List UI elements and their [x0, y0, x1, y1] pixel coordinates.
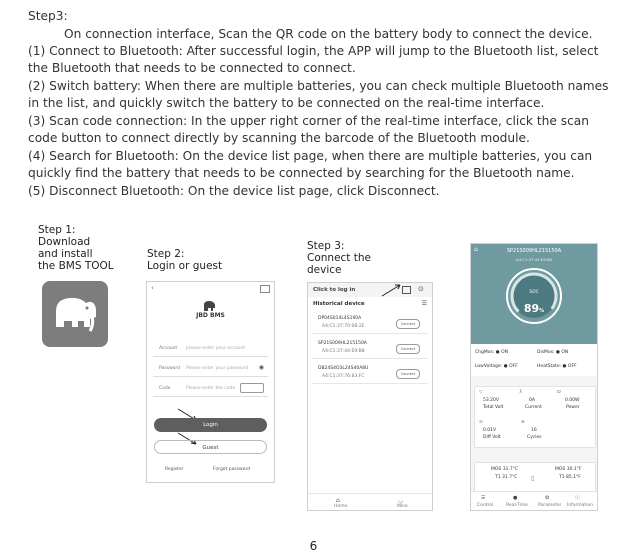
brand-name: JBD BMS: [196, 312, 225, 319]
device-name: DP04S014L4S100A: [318, 316, 362, 321]
heatstate-label: HeatState:: [537, 364, 562, 369]
lowvoltage-status: LowVoltage: ● OFF: [475, 364, 518, 369]
cycles-icon: ⊕: [521, 420, 525, 425]
mine-icon[interactable]: ◡: [398, 497, 404, 504]
step3-heading: Step3:: [28, 9, 68, 23]
login-prompt[interactable]: Click to log in: [313, 287, 356, 293]
item-1: (1) Connect to Bluetooth: After successful login, the APP will jump to the Bluetooth list, select the Bluetooth that needs to be connected to connect.: [28, 44, 599, 76]
chgmos-label: ChgMos:: [475, 350, 495, 355]
menu-icon[interactable]: ☰: [421, 300, 427, 307]
realtime-screen: [470, 243, 598, 511]
device-mac: A4:C1:37:44:E9:B8: [322, 349, 365, 354]
device-item-3[interactable]: [312, 363, 428, 384]
item-4: (4) Search for Bluetooth: On the device list page, when there are multiple batteries, you can quickly find the battery that needs to be connected by searching for the Bluetooth name.: [28, 149, 593, 181]
diff-volt-value: 0.01V: [483, 428, 497, 433]
lowvoltage-label: LowVoltage:: [475, 364, 503, 369]
heatstate-status: HeatState: ● OFF: [537, 364, 577, 369]
power-label: Power: [566, 405, 580, 410]
device-mac: A4:C1:37:44:E9:B8: [516, 257, 552, 262]
account-label: Account: [159, 346, 178, 351]
forgot-password-link[interactable]: Forgot password: [213, 467, 251, 472]
device-list-screen: [307, 282, 433, 511]
dismos-label: DisMos:: [537, 350, 555, 355]
realtime-icon[interactable]: ●: [513, 495, 518, 501]
item-2: (2) Switch battery: When there are multiple batteries, you can check multiple Bluetooth names in the list, and quickly switch the battery to be connected on the real-time interface.: [28, 79, 609, 111]
device-name: DB24S4O3L24S40A8U: [318, 366, 369, 371]
item-5: (5) Disconnect Bluetooth: On the device list page, click Disconnect.: [28, 184, 440, 198]
arrow-to-scan-icon: [380, 283, 404, 297]
dismos-value: ON: [561, 350, 569, 355]
nav-parameter[interactable]: Parameter: [538, 503, 562, 508]
soc-value: 89: [523, 302, 540, 315]
nav-home-label[interactable]: Home: [334, 504, 348, 509]
bms-tool-app-icon: [42, 281, 108, 347]
password-field[interactable]: [153, 362, 268, 377]
historical-device-title: Historical device: [313, 301, 365, 307]
step1-label: Step 1: Download and install the BMS TOOL: [38, 224, 114, 272]
mos-temp-right: MOS 30.1°F: [555, 467, 582, 472]
device-mac: A4:C1:37:70:08:2E: [322, 324, 365, 329]
device-title: SP21S009HL215150A: [506, 248, 562, 254]
code-placeholder: Please enter the code: [186, 386, 236, 391]
device-mac: A4:C1:37:76:83:FC: [322, 374, 365, 379]
cycles-value: 16: [531, 428, 537, 433]
temperature-card: [474, 462, 596, 494]
login-button[interactable]: Login: [154, 418, 267, 432]
device-item-2[interactable]: [312, 338, 428, 359]
information-icon[interactable]: ⓘ: [575, 495, 581, 501]
code-label: Code: [159, 386, 171, 391]
t1-temp-left: T1 31.7°C: [495, 475, 518, 480]
login-screen: [146, 281, 275, 483]
chgmos-status: ChgMos: ● ON: [475, 350, 509, 355]
total-volt-value: 53.20V: [483, 398, 499, 403]
step3-label: Step 3: Connect the device: [307, 240, 371, 276]
nav-mine-label[interactable]: Mine: [397, 504, 408, 509]
elephant-icon: [42, 281, 108, 347]
t1-temp-right: T1 85.1°F: [559, 475, 581, 480]
device-item-1[interactable]: [312, 313, 428, 334]
connect-button[interactable]: Connect: [396, 319, 420, 329]
current-icon: ⊼: [519, 390, 523, 395]
power-icon: ϖ: [557, 390, 561, 395]
nav-information[interactable]: Information: [567, 503, 594, 508]
lowvoltage-value: OFF: [509, 364, 518, 369]
soc-unit: %: [539, 308, 545, 314]
home-icon[interactable]: ⌂: [336, 497, 340, 504]
guest-button[interactable]: Guest: [154, 440, 267, 454]
parameter-icon[interactable]: ✿: [545, 495, 550, 501]
eye-icon[interactable]: ◉: [258, 364, 264, 371]
current-label: Current: [525, 405, 542, 410]
metrics-card: [474, 386, 596, 448]
page-number: 6: [309, 539, 318, 553]
nav-control[interactable]: Control: [477, 503, 494, 508]
item-3: (3) Scan code connection: In the upper right corner of the real-time interface, click the scan code button to connect directly by scanning the barcode of the Bluetooth module.: [28, 114, 589, 146]
soc-gauge: [504, 266, 564, 326]
chgmos-value: ON: [501, 350, 509, 355]
account-field[interactable]: [153, 342, 268, 357]
register-link[interactable]: Register: [165, 467, 184, 472]
captcha-image[interactable]: [240, 383, 264, 393]
connect-button[interactable]: Connect: [396, 369, 420, 379]
password-label: Password: [159, 366, 181, 371]
battery-icon: ▯: [531, 475, 535, 482]
heatstate-value: OFF: [567, 364, 577, 369]
dismos-status: DisMos: ● ON: [537, 350, 569, 355]
cycles-label: Cycles: [527, 435, 542, 440]
settings-icon[interactable]: ⊙: [418, 285, 424, 293]
nav-realtime[interactable]: Real-Time: [506, 503, 528, 508]
connect-button[interactable]: Connect: [396, 344, 420, 354]
current-value: 0A: [529, 398, 535, 403]
step2-label: Step 2: Login or guest: [147, 248, 223, 272]
scan-icon[interactable]: [260, 285, 270, 293]
power-value: 0.00W: [565, 398, 580, 403]
soc-reading: [504, 297, 564, 316]
back-icon[interactable]: ‹: [151, 284, 154, 292]
total-volt-label: Total Volt: [483, 405, 504, 410]
control-icon[interactable]: ☰: [481, 495, 486, 501]
diff-volt-icon: ⊘: [479, 420, 483, 425]
soc-label: SOC: [529, 290, 539, 295]
diff-volt-label: Diff Volt: [483, 435, 501, 440]
intro-paragraph: On connection interface, Scan the QR code on the battery body to connect the device.: [64, 27, 593, 41]
voltage-icon: ▽: [479, 390, 483, 395]
device-name: SP21S009HL215150A: [318, 341, 367, 346]
jbd-logo-icon: [203, 297, 217, 309]
code-field[interactable]: [153, 382, 268, 397]
status-panel: [471, 344, 597, 376]
mos-temp-left: MOS 31.7°C: [491, 467, 519, 472]
password-placeholder: Please enter your password: [186, 366, 249, 371]
home-icon[interactable]: ⌂: [474, 246, 478, 253]
account-placeholder: please enter your account: [186, 346, 246, 351]
